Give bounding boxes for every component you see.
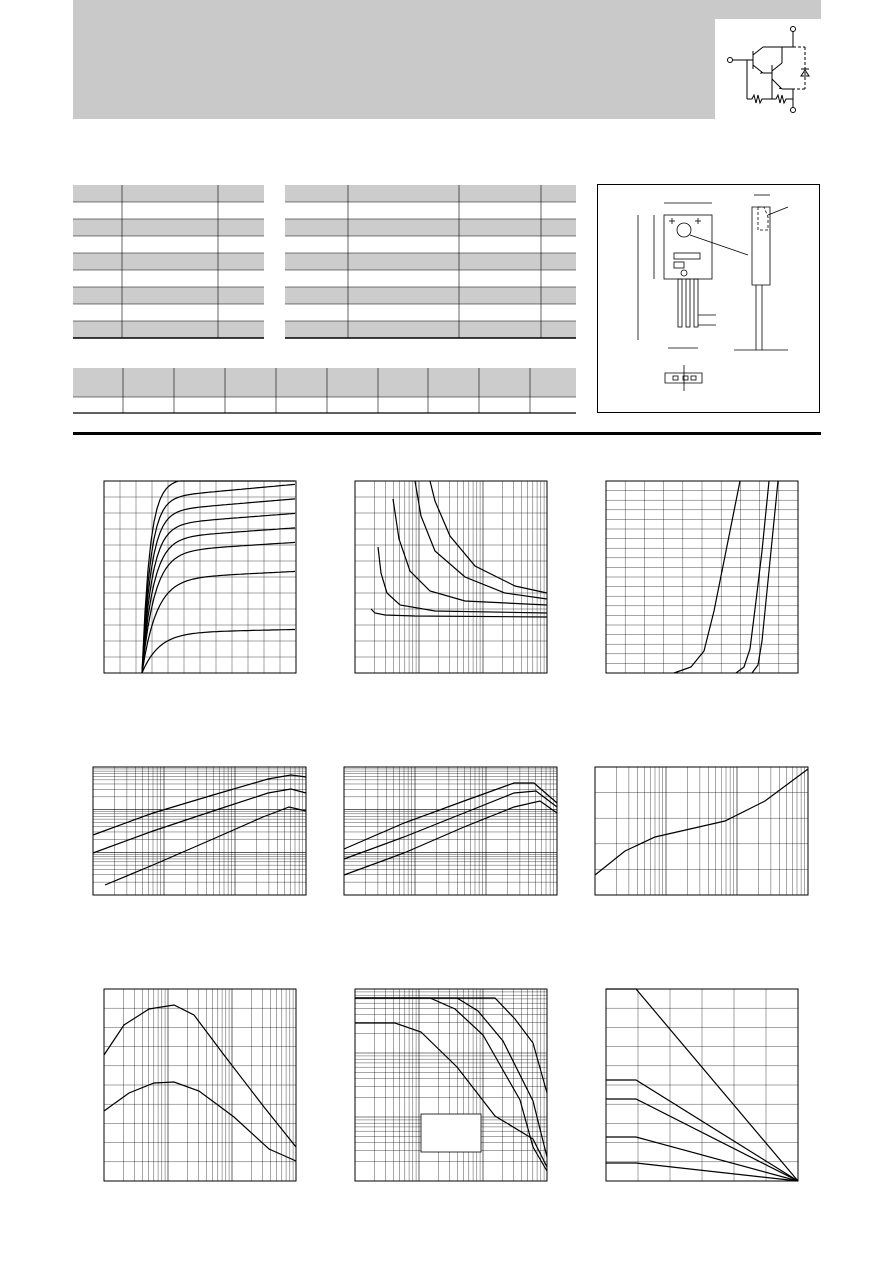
table-row-shade [285, 287, 576, 304]
chart-9 [606, 989, 798, 1181]
table-row-shade [73, 287, 264, 304]
chart-3 [606, 481, 798, 673]
chart-2 [355, 481, 547, 673]
plot-area [93, 767, 306, 895]
package-outline-box [597, 184, 820, 413]
table-row-shade [285, 219, 576, 236]
legend-box [421, 1114, 481, 1152]
table-row-shade [73, 253, 264, 270]
hfe-rank-table [73, 368, 576, 414]
title-band [73, 0, 821, 119]
chart-5 [344, 767, 557, 895]
chart-8 [355, 989, 547, 1181]
table-row-shade [73, 321, 264, 338]
table-row-shade [285, 321, 576, 338]
circuit-symbol-box [715, 19, 821, 119]
chart-4 [93, 767, 306, 895]
section-divider [73, 432, 821, 435]
table-row-shade [285, 185, 576, 202]
to-220f-package-outline-icon [598, 185, 819, 412]
plot-area [595, 767, 808, 895]
table-row-shade [73, 368, 576, 397]
darlington-transistor-with-diode-symbol-icon [715, 19, 821, 119]
table-row-shade [73, 219, 264, 236]
electrical-characteristics-table [285, 185, 576, 341]
table-row-shade [285, 253, 576, 270]
absolute-ratings-table [73, 185, 264, 341]
plot-area [344, 767, 557, 895]
chart-7 [104, 989, 296, 1181]
chart-6 [595, 767, 808, 895]
chart-1 [104, 481, 296, 673]
table-row-shade [73, 185, 264, 202]
